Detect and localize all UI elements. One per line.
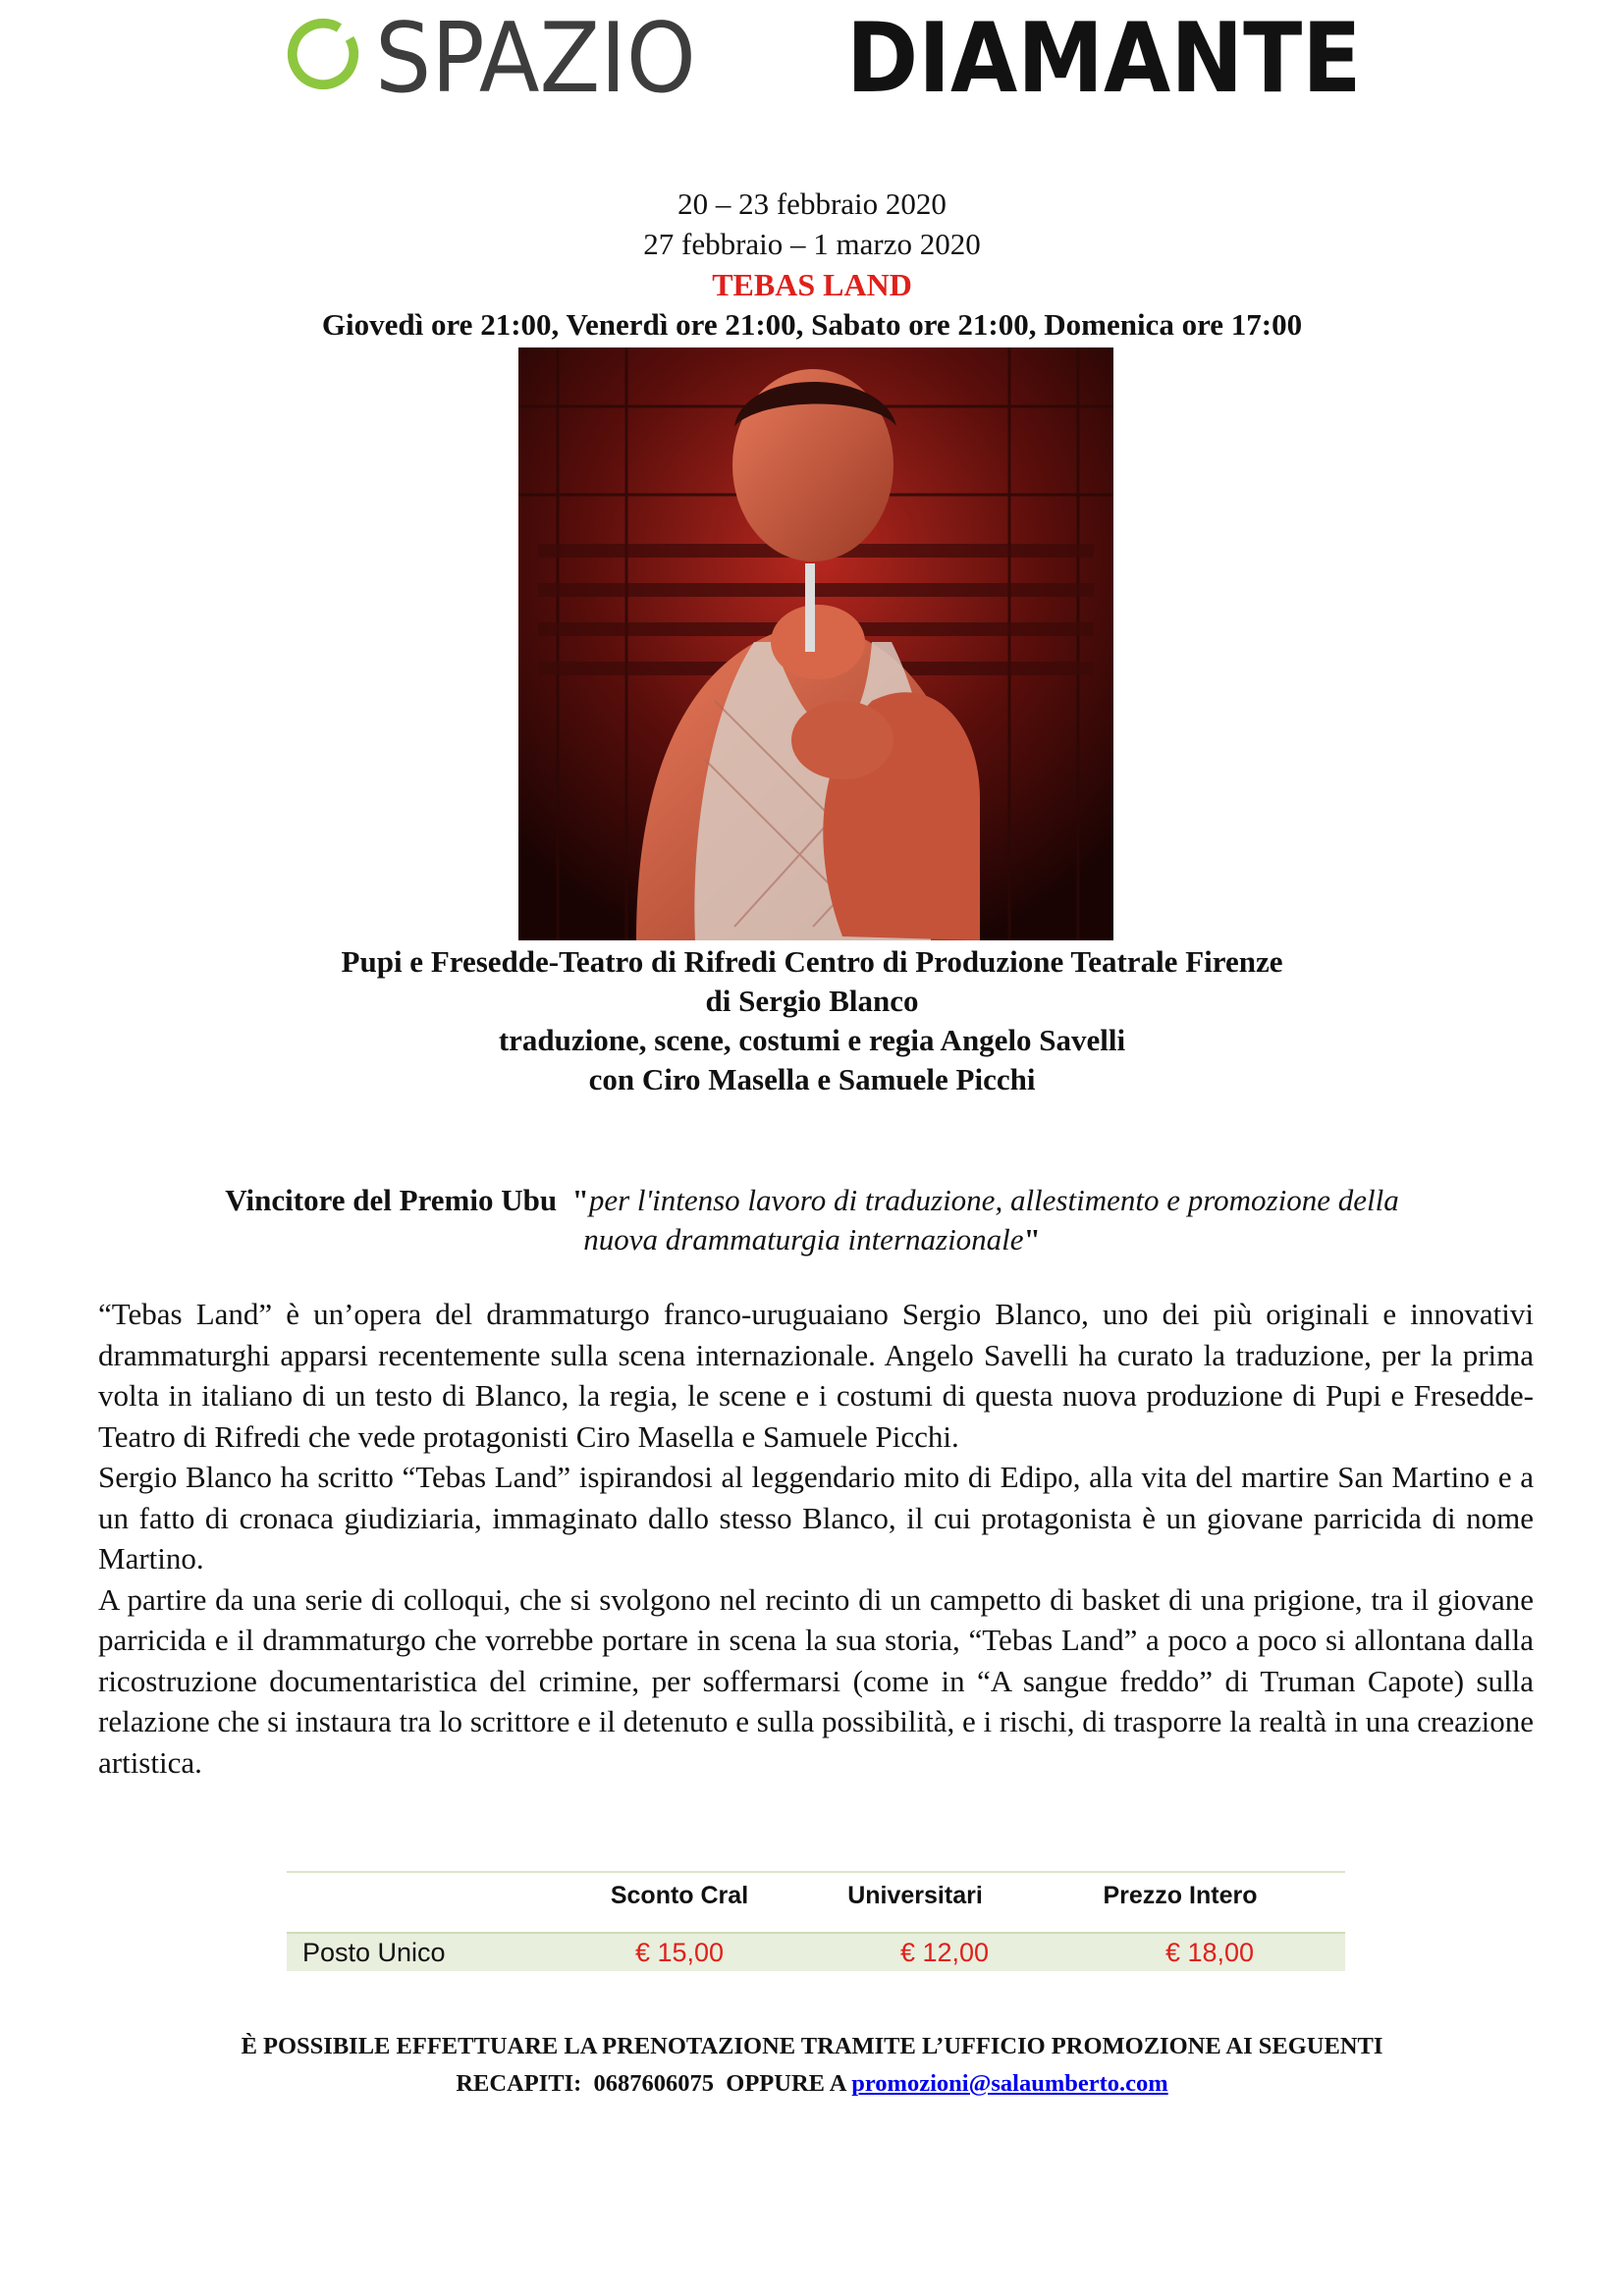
price-header-universitari: Universitari [847,1882,983,1909]
price-row-posto-unico [287,1932,1345,1971]
price-value-universitari: € 12,00 [899,1938,990,1967]
award-quote-close: " [1023,1222,1041,1256]
show-photo [518,347,1113,940]
logo-word-diamante: DIAMANTE [846,3,1362,115]
price-value-sconto-cral: € 15,00 [634,1938,725,1967]
date-line-1: 20 – 23 febbraio 2020 [677,187,947,221]
show-title: TEBAS LAND [712,267,912,302]
price-row-label: Posto Unico [302,1938,446,1967]
show-times: Giovedì ore 21:00, Venerdì ore 21:00, Sabato ore 21:00, Domenica ore 17:00 [321,307,1303,342]
award-quote-open: " [571,1183,589,1217]
price-header-sconto-cral: Sconto Cral [610,1882,749,1909]
booking-line-2 [0,2065,1624,2103]
body-paragraph-3: A partire da una serie di colloqui, che si svolgono nel recinto di un campetto di basket di una prigione, tra il giovane parricida e il drammaturgo che vorrebbe portare in scena la sua storia, “Tebas Land” a poco a poco si allontana dalla ricostruzione documentaristica del crimine, per soffermarsi (come in “A sangue freddo” di Truman Capote) sulla relazione che si instaura tra lo scrittore e il detenuto e sulla possibilità, e i rischi, di trasporre la realtà in una creazione artistica. [98,1581,1534,1780]
price-table [287,1871,1345,1969]
body-text [98,1294,1534,1783]
price-header-prezzo-intero: Prezzo Intero [1103,1882,1258,1909]
booking-email-link[interactable]: promozioni@salaumberto.com [851,2070,1168,2097]
award-line-2 [0,1220,1624,1259]
price-table-header [287,1873,1345,1932]
logo [283,0,1363,118]
logo-word-spazio: SPAZIO [375,3,696,115]
credit-cast: con Ciro Masella e Samuele Picchi [588,1062,1036,1096]
date-line-2: 27 febbraio – 1 marzo 2020 [643,227,981,261]
body-paragraph-1: “Tebas Land” è un’opera del drammaturgo franco-uruguaiano Sergio Blanco, uno dei più originali e innovativi drammaturghi apparsi recentemente sulla scena internazionale. Angelo Savelli ha curato la traduzione, per la prima volta in italiano di un testo di Blanco, la regia, le scene e i costumi di questa nuova produzione di Pupi e Fresedde-Teatro di Rifredi che vede protagonisti Ciro Masella e Samuele Picchi. [98,1297,1534,1454]
award-quote-1: per l'intenso lavoro di traduzione, allestimento e promozione della [588,1183,1399,1217]
booking-line-1: È POSSIBILE EFFETTUARE LA PRENOTAZIONE TRAMITE L’UFFICIO PROMOZIONE AI SEGUENTI [241,2033,1383,2059]
credit-direction: traduzione, scene, costumi e regia Angelo Savelli [498,1023,1126,1057]
price-value-prezzo-intero: € 18,00 [1164,1938,1255,1967]
logo-ring-icon [285,16,361,92]
award-prefix: Vincitore del Premio Ubu [225,1183,558,1217]
credit-author: di Sergio Blanco [705,984,919,1018]
award-line-1 [0,1181,1624,1220]
credit-producer: Pupi e Fresedde-Teatro di Rifredi Centro di Produzione Teatrale Firenze [341,944,1283,979]
award-quote-2: nuova drammaturgia internazionale [583,1222,1024,1256]
booking-contacts: RECAPITI: 0687606075 OPPURE A [456,2070,852,2097]
body-paragraph-2: Sergio Blanco ha scritto “Tebas Land” ispirandosi al leggendario mito di Edipo, alla vita del martire San Martino e a un fatto di cronaca giudiziaria, immaginato dallo stesso Blanco, il cui protagonista è un giovane parricida di nome Martino. [98,1460,1534,1575]
